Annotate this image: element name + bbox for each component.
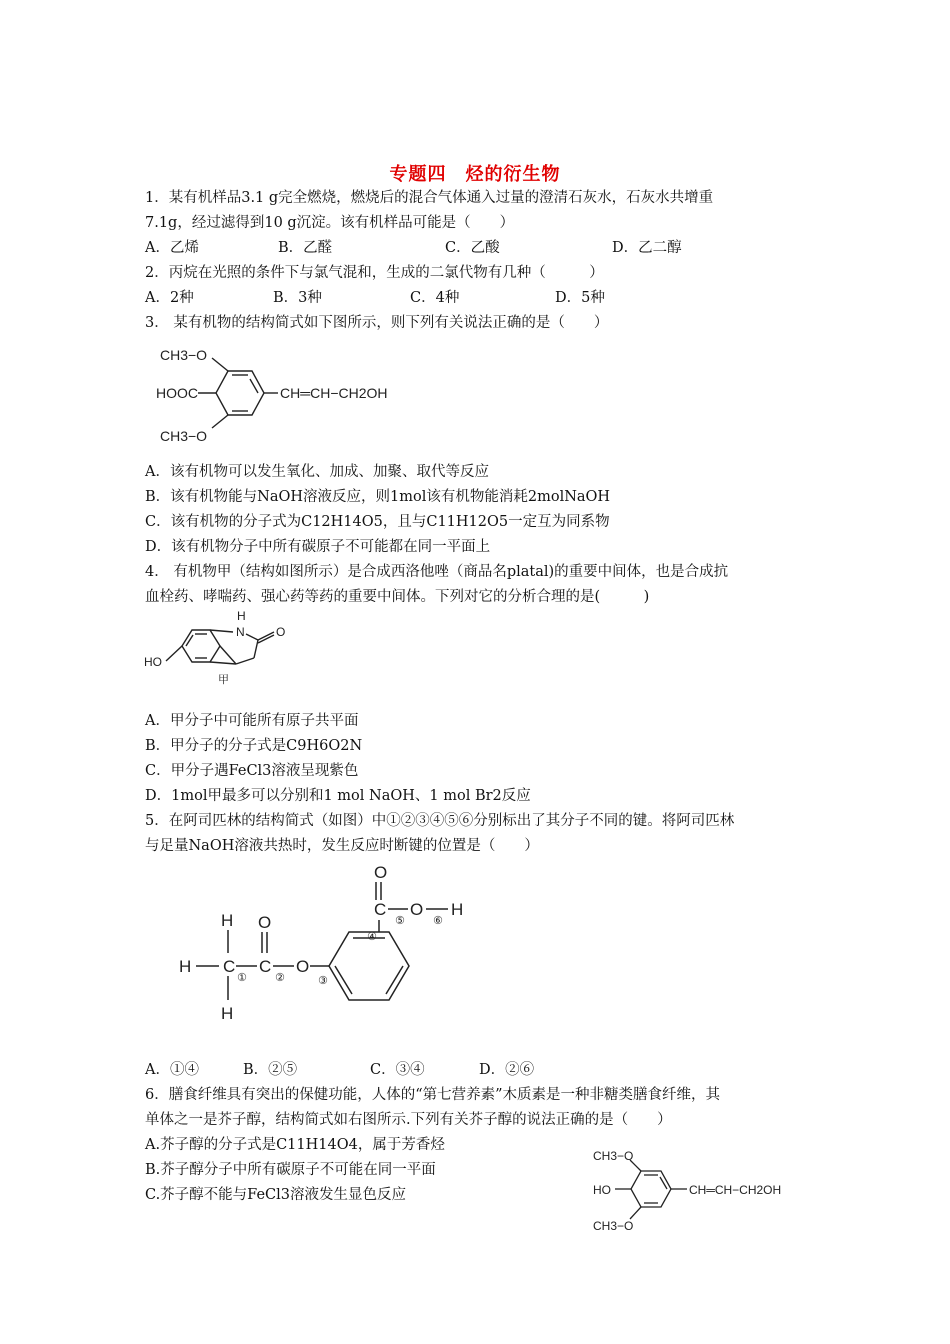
q5-h-top: H (221, 911, 234, 930)
q5-h-left: H (179, 957, 192, 976)
q6-option-a: A.芥子醇的分子式是C11H14O4，属于芳香烃 (145, 1137, 445, 1153)
q5-bond-mark-5: ⑤ (395, 915, 405, 927)
q3-bottom-substituent: CH3−O (160, 428, 208, 444)
q5-bond-mark-4: ④ (367, 931, 377, 943)
q4-option-c: C．甲分子遇FeCl3溶液呈现紫色 (145, 763, 359, 779)
q5-bond-mark-6: ⑥ (433, 915, 443, 927)
q3-benzene-ring (198, 358, 278, 428)
q4-stem-line1: 4． 有机物甲（结构如图所示）是合成西洛他唑（商品名platal)的重要中间体，也是合成抗 (145, 564, 729, 580)
q5-stem-line2: 与足量NaOH溶液共热时，发生反应时断键的位置是（ ） (145, 838, 539, 854)
q4-caption: 甲 (218, 674, 229, 686)
q2-option-a: A．2种 (145, 290, 194, 306)
q6-stem-line2: 单体之一是芥子醇，结构简式如右图所示.下列有关芥子醇的说法正确的是（ ） (145, 1112, 672, 1128)
q5-option-b: B．②⑤ (243, 1062, 298, 1078)
q5-methyl-carbon: C (223, 957, 236, 976)
q4-hydroxyl: HO (144, 655, 162, 669)
q4-nh-hydrogen: H (237, 609, 246, 623)
q5-acid-oxygen: O (410, 900, 424, 919)
q3-option-c: C．该有机物的分子式为C12H14O5，且与C11H12O5一定互为同系物 (145, 514, 610, 530)
q6-option-b: B.芥子醇分子中所有碳原子不可能在同一平面 (145, 1162, 436, 1178)
q3-option-d: D．该有机物分子中所有碳原子不可能都在同一平面上 (145, 539, 491, 555)
q1-stem-line2: 7.1g，经过滤得到10 g沉淀。该有机样品可能是（ ） (145, 215, 515, 231)
q3-left-group: HOOC (156, 385, 198, 401)
q5-h-bottom: H (221, 1004, 234, 1023)
q5-bond-mark-3: ③ (318, 975, 328, 987)
q5-acid-carbonyl-oxygen: O (374, 863, 388, 882)
q5-aspirin-diagram (175, 860, 485, 1030)
q1-option-a: A．乙烯 (145, 240, 199, 256)
q3-top-substituent: CH3−O (160, 347, 208, 363)
q5-option-a: A．①④ (145, 1062, 199, 1078)
q1-option-c: C．乙酸 (445, 240, 500, 256)
q5-option-c: C．③④ (370, 1062, 425, 1078)
q5-ester-carbonyl-oxygen: O (258, 913, 272, 932)
q1-option-b: B．乙醛 (278, 240, 333, 256)
q6-structure-diagram (585, 1140, 815, 1240)
q6-benzene-ring (615, 1160, 687, 1219)
q6-option-c: C.芥子醇不能与FeCl3溶液发生显色反应 (145, 1187, 406, 1203)
q6-side-chain: CH═CH−CH2OH (689, 1183, 782, 1197)
q2-option-b: B．3种 (273, 290, 322, 306)
q3-side-chain: CH═CH−CH2OH (280, 385, 388, 401)
q4-option-a: A．甲分子中可能所有原子共平面 (145, 713, 359, 729)
q6-bottom-substituent: CH3−O (593, 1219, 634, 1233)
page-title: 专题四 烃的衍生物 (389, 164, 561, 185)
q4-stem-line2: 血栓药、哮喘药、强心药等药的重要中间体。下列对它的分析合理的是( ) (145, 589, 650, 605)
q3-option-a: A．该有机物可以发生氧化、加成、加聚、取代等反应 (145, 464, 489, 480)
q4-structure-diagram (140, 608, 300, 690)
q3-structure-diagram (150, 338, 420, 453)
q3-stem: 3． 某有机物的结构简式如下图所示，则下列有关说法正确的是（ ） (145, 315, 609, 331)
q1-stem-line1: 1．某有机样品3.1 g完全燃烧，燃烧后的混合气体通入过量的澄清石灰水，石灰水共增重 (145, 190, 714, 206)
q2-option-c: C．4种 (410, 290, 460, 306)
q6-left-group: HO (593, 1183, 611, 1197)
q4-carbonyl-oxygen: O (276, 625, 286, 639)
q5-bond-mark-2: ② (275, 972, 285, 984)
q1-option-d: D．乙二醇 (612, 240, 682, 256)
q3-option-b: B．该有机物能与NaOH溶液反应，则1mol该有机物能消耗2molNaOH (145, 489, 611, 505)
q2-option-d: D．5种 (555, 290, 605, 306)
q6-stem-line1: 6．膳食纤维具有突出的保健功能，人体的“第七营养素”木质素是一种非糖类膳食纤维，其 (145, 1087, 721, 1103)
q5-option-d: D．②⑥ (479, 1062, 535, 1078)
q2-stem: 2．丙烷在光照的条件下与氯气混和，生成的二氯代物有几种（ ） (145, 265, 604, 281)
q5-bond-mark-1: ① (237, 972, 247, 984)
q4-bicyclic-ring (166, 630, 274, 664)
q5-acid-carbon: C (374, 900, 387, 919)
q4-option-d: D．1mol甲最多可以分别和1 mol NaOH、1 mol Br2反应 (145, 788, 531, 804)
q4-nh-nitrogen: N (236, 625, 245, 639)
q6-top-substituent: CH3−O (593, 1149, 634, 1163)
q5-ester-oxygen: O (296, 957, 310, 976)
q4-option-b: B．甲分子的分子式是C9H6O2N (145, 738, 363, 754)
q5-ester-carbon: C (259, 957, 272, 976)
q5-acid-hydrogen: H (451, 900, 464, 919)
q5-stem-line1: 5．在阿司匹林的结构简式（如图）中①②③④⑤⑥分别标出了其分子不同的键。将阿司匹林 (145, 813, 735, 829)
